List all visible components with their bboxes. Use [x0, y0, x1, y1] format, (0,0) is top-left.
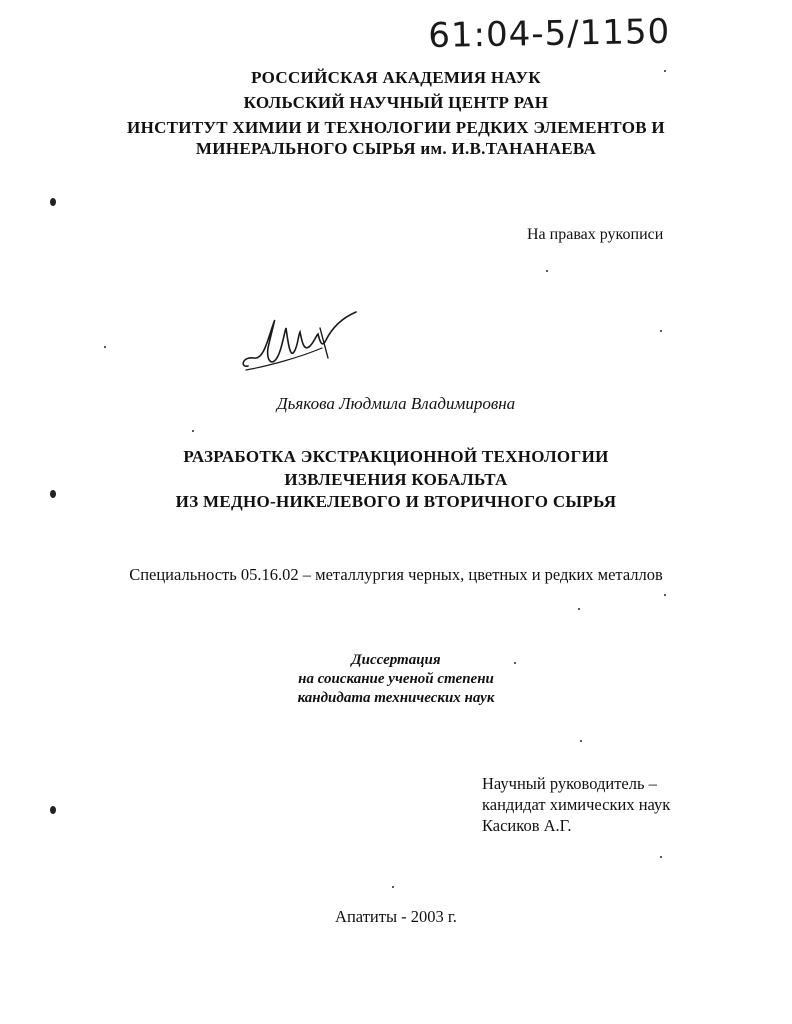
org-institute-line-1: ИНСТИТУТ ХИМИИ И ТЕХНОЛОГИИ РЕДКИХ ЭЛЕМЕНТОВ И [127, 118, 665, 137]
org-institute-line-2: МИНЕРАЛЬНОГО СЫРЬЯ им. И.В.ТАНАНАЕВА [195, 139, 597, 158]
author-signature [238, 308, 363, 378]
supervisor-name: Касиков А.Г. [482, 816, 572, 835]
thesis-title-line-3: ИЗ МЕДНО-НИКЕЛЕВОГО И ВТОРИЧНОГО СЫРЬЯ [175, 492, 617, 511]
scan-speck [660, 856, 662, 858]
scan-speck [192, 430, 194, 432]
thesis-title-line-2: ИЗВЛЕЧЕНИЯ КОБАЛЬТА [284, 470, 508, 489]
scan-speck [104, 346, 106, 348]
supervisor-label: Научный руководитель – [482, 774, 657, 793]
dissertation-degree-line-1: на соискание ученой степени [298, 671, 494, 687]
scan-speck [392, 886, 394, 888]
scan-speck [50, 490, 56, 498]
thesis-title-line-1: РАЗРАБОТКА ЭКСТРАКЦИОННОЙ ТЕХНОЛОГИИ [183, 447, 609, 466]
scan-speck [50, 198, 56, 206]
dissertation-label: Диссертация [351, 652, 441, 668]
org-academy: РОССИЙСКАЯ АКАДЕМИЯ НАУК [251, 68, 541, 87]
scan-speck [578, 608, 580, 610]
scan-speck [660, 330, 662, 332]
author-name: Дьякова Людмила Владимировна [276, 394, 516, 413]
scan-speck [580, 740, 582, 742]
org-center: КОЛЬСКИЙ НАУЧНЫЙ ЦЕНТР РАН [243, 93, 549, 112]
scan-speck [664, 594, 666, 596]
place-and-year: Апатиты - 2003 г. [335, 907, 457, 926]
supervisor-degree: кандидат химических наук [482, 795, 671, 814]
archive-code-handwritten: 61:04-5/1150 [428, 11, 671, 56]
specialty: Специальность 05.16.02 – металлургия черных, цветных и редких металлов [129, 565, 663, 584]
scan-speck [664, 70, 666, 72]
scan-speck [50, 806, 56, 814]
dissertation-degree-line-2: кандидата технических наук [297, 690, 495, 706]
scan-speck [514, 662, 516, 664]
rights-note: На правах рукописи [527, 226, 664, 243]
scan-speck [546, 270, 548, 272]
